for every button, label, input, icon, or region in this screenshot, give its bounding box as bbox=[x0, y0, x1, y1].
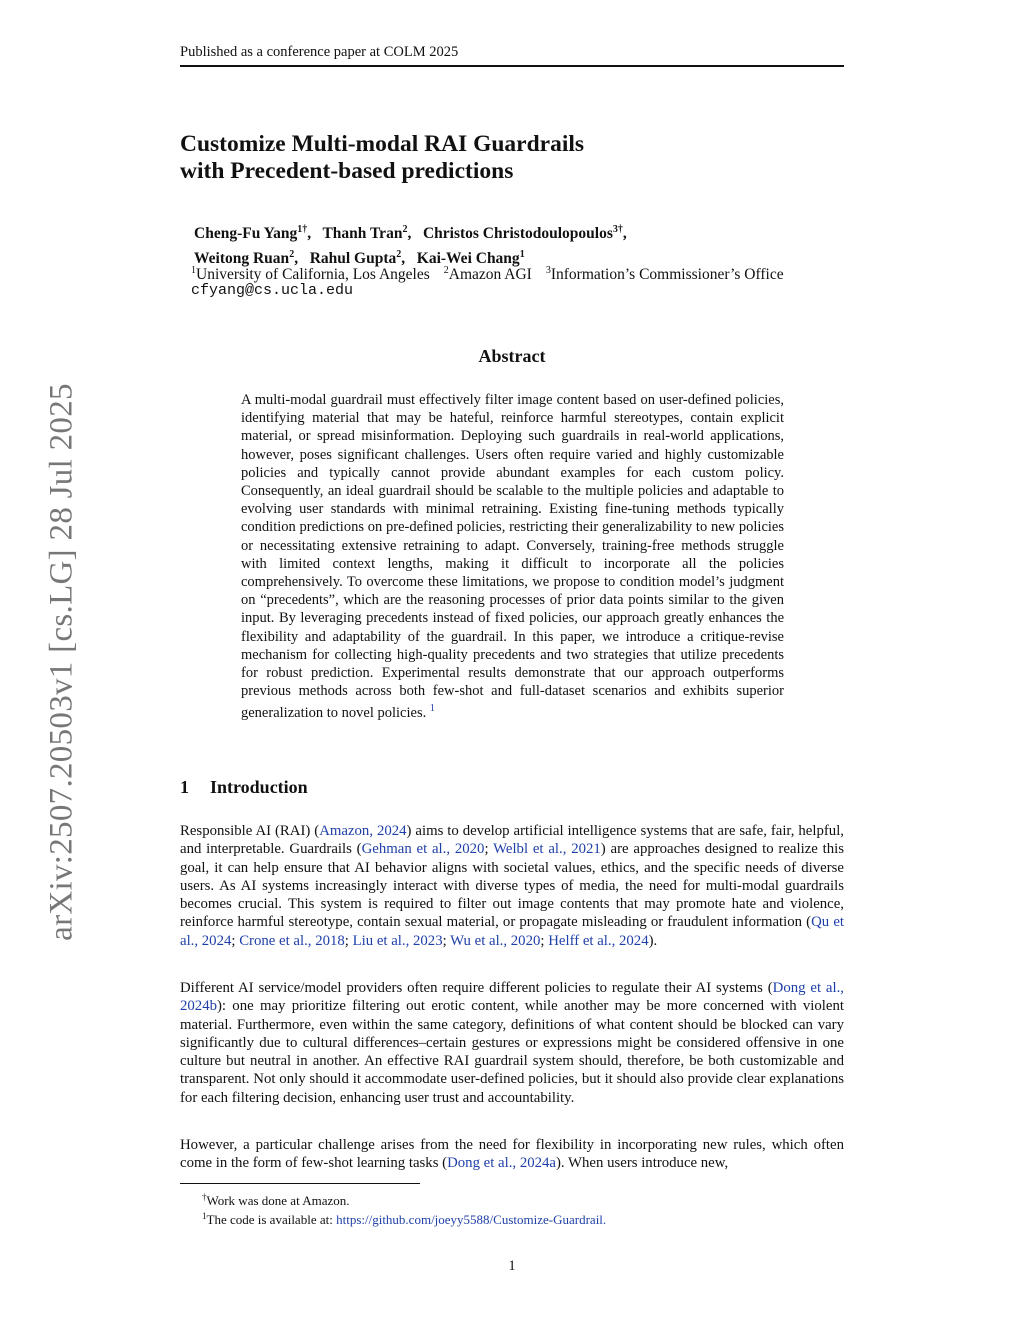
footnote-mark: 1 bbox=[202, 1211, 207, 1221]
author-name: Christos Christodoulopoulos bbox=[422, 225, 613, 242]
citation-link[interactable]: Gehman et al., 2020 bbox=[361, 841, 485, 858]
author-name: Rahul Gupta bbox=[309, 250, 397, 267]
footnote-mark: † bbox=[202, 1192, 207, 1202]
citation-link[interactable]: Liu et al., 2023 bbox=[352, 932, 443, 949]
paper-title bbox=[180, 131, 584, 185]
para-text: Responsible AI (RAI) ( bbox=[180, 823, 320, 839]
abstract-body bbox=[241, 391, 784, 723]
running-header: Published as a conference paper at COLM 2025 bbox=[180, 44, 459, 60]
author-name: Cheng-Fu Yang bbox=[194, 225, 298, 242]
author-mark: 1 bbox=[519, 249, 525, 260]
title-line-2: with Precedent-based predictions bbox=[180, 158, 514, 184]
affiliation-mark: 3 bbox=[545, 265, 551, 276]
para-text: ; bbox=[344, 932, 353, 949]
affiliation-name: Information’s Commissioner’s Office bbox=[550, 266, 784, 283]
title-line-1: Customize Multi-modal RAI Guardrails bbox=[180, 131, 585, 157]
section-number: 1 bbox=[180, 777, 189, 797]
para-text: ) are approaches designed to realize this goal, it can help ensure that AI behavior aligns with societal values, ethics, and the specific needs of diverse users. As AI systems increasingly interact with diverse types of media, the need for multi-modal guardrails becomes crucial. This system is required to filter out image contents that may promote hate and violence, reinforce harmful stereotype, contain sexual material, or propagate misleading or fraudulent information ( bbox=[180, 841, 844, 931]
author-mark: 2 bbox=[289, 249, 295, 260]
footnote bbox=[202, 1208, 606, 1228]
affiliation-mark: 1 bbox=[191, 265, 196, 276]
affiliation-mark: 2 bbox=[443, 265, 449, 276]
citation-link[interactable]: Welbl et al., 2021 bbox=[493, 841, 601, 858]
author-name: Kai-Wei Chang bbox=[416, 250, 520, 267]
citation-link[interactable]: Helff et al., 2024 bbox=[548, 932, 649, 949]
para-text: ) aims to develop artificial intelligence systems that are safe, fair, helpful, and interpretable. Guardrails ( bbox=[180, 823, 845, 858]
para-text: ; bbox=[540, 932, 549, 949]
citation-link[interactable]: Crone et al., 2018 bbox=[239, 932, 345, 949]
header-rule bbox=[180, 65, 844, 67]
footnote-text: Work was done at Amazon. bbox=[206, 1193, 350, 1208]
contact-email[interactable]: cfyang@cs.ucla.edu bbox=[191, 282, 354, 299]
para-text: ). bbox=[648, 932, 658, 949]
para-text: ; bbox=[484, 841, 494, 858]
author-mark: 1† bbox=[297, 224, 308, 235]
abstract-text: A multi-modal guardrail must effectively filter image content based on user-defined policies, identifying material that may be hateful, reinforce harmful stereotypes, contain explicit material, or spread misinformation. Deploying such guardrails in real-world applications, however, poses significant challenges. Users often require varied and highly customizable policies and typically cannot provide abundant examples for each custom policy. Consequently, an ideal guardrail should be scalable to the multiple policies and adaptable to evolving user standards with minimal retraining. Existing fine-tuning methods typically condition predictions on pre-defined policies, restricting their generalizability to new policies or necessitating extensive retraining to adapt. Conversely, training-free methods struggle with limited context lengths, making it difficult to incorporate all the policies comprehensively. To overcome these limitations, we propose to condition model’s judgment on “precedents”, which are the reasoning processes of prior data points similar to the given input. By leveraging precedents instead of fixed policies, our approach greatly enhances the flexibility and adaptability of the guardrail. In this paper, we introduce a critique-revise mechanism for collecting high-quality precedents and two strategies that utilize precedents for robust prediction. Experimental results demonstrate that our approach outperforms previous methods across both few-shot and full-dataset scenarios and exhibits superior generalization to novel policies. bbox=[241, 392, 784, 722]
para-text: ). When users introduce new, bbox=[556, 1155, 729, 1172]
affiliation-name: Amazon AGI bbox=[448, 266, 532, 283]
footnote-rule bbox=[180, 1183, 420, 1184]
citation-link[interactable]: Dong et al., 2024b bbox=[180, 980, 844, 1015]
citation-link[interactable]: Qu et al., 2024 bbox=[180, 914, 844, 949]
intro-paragraph-3 bbox=[180, 1136, 844, 1173]
para-text: However, a particular challenge arises from the need for flexibility in incorporating new rules, which often come in the form of few-shot learning tasks ( bbox=[180, 1137, 844, 1172]
para-text: ): one may prioritize filtering out erotic content, while another may be more concerned with violent material. Furthermore, even within the same category, definitions of what content should be blocked can vary significantly due to cultural differences–certain gestures or expressions might be considered offensive in one culture but neutral in another. An effective RAI guardrail system should, therefore, be both customizable and transparent. Not only should it accommodate user-defined policies, but it should also provide clear explanations for each filtering decision, enhancing user trust and accountability. bbox=[180, 998, 844, 1106]
author-list: Cheng-Fu Yang$^{1\dagger}$, Thanh Tran$^2$, Christos Christodoulopoulos$^{3\dagger}$, Weitong Ruan$^2$, Rahul Gupta$^2$, Kai-Wei Chang$^1$ bbox=[194, 224, 627, 267]
code-repo-link[interactable]: https://github.com/joeyy5588/Customize-Guardrail. bbox=[336, 1212, 607, 1227]
author-mark: 3† bbox=[612, 224, 623, 235]
citation-link[interactable]: Dong et al., 2024a bbox=[447, 1155, 556, 1172]
intro-paragraph-1 bbox=[180, 822, 844, 950]
affiliation-name: University of California, Los Angeles bbox=[196, 266, 430, 283]
author-name: Thanh Tran bbox=[322, 225, 403, 242]
section-title: Introduction bbox=[210, 777, 308, 797]
citation-link[interactable]: Amazon, 2024 bbox=[319, 823, 407, 839]
author-mark: 2 bbox=[402, 224, 408, 235]
footnote-ref[interactable]: 1 bbox=[429, 703, 435, 715]
citation-link[interactable]: Wu et al., 2020 bbox=[450, 932, 541, 949]
section-heading bbox=[180, 777, 308, 798]
author-name: Weitong Ruan bbox=[194, 250, 290, 267]
footnote bbox=[202, 1189, 350, 1209]
para-text: ; bbox=[442, 932, 451, 949]
page-number: 1 bbox=[508, 1258, 516, 1274]
intro-paragraph-2 bbox=[180, 979, 844, 1107]
para-text: Different AI service/model providers often require different policies to regulate their AI systems ( bbox=[180, 980, 773, 996]
footnote-text: The code is available at: bbox=[206, 1212, 337, 1227]
abstract-heading: Abstract bbox=[478, 346, 546, 366]
para-text: ; bbox=[231, 932, 240, 949]
author-mark: 2 bbox=[396, 249, 402, 260]
arxiv-side-stamp: arXiv:2507.20503v1 [cs.LG] 28 Jul 2025 bbox=[43, 383, 80, 941]
